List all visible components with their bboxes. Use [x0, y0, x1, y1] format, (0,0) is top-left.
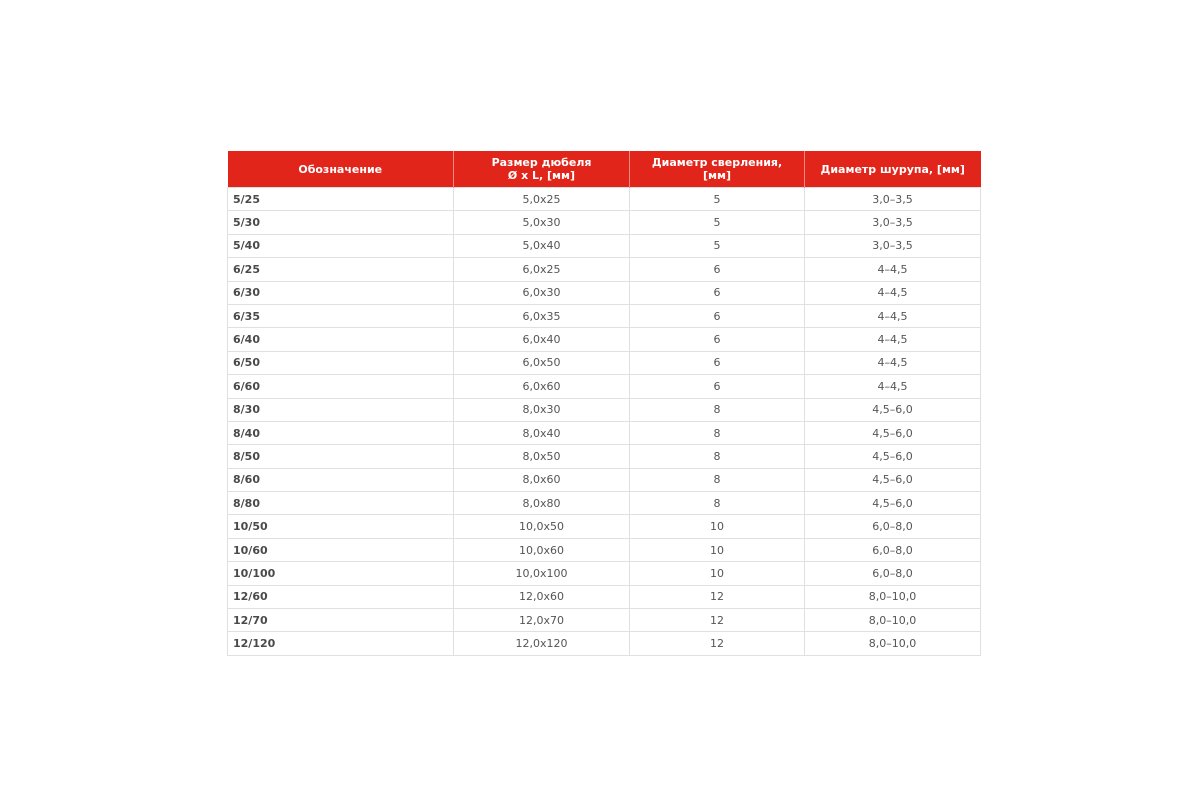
- header-dowel-size-line1: Размер дюбеля: [491, 156, 592, 169]
- table-row: [228, 304, 981, 327]
- table-row: [228, 421, 981, 444]
- table-row: [228, 188, 981, 211]
- dowel-size-cell: 6,0x25: [454, 258, 630, 281]
- table-row: [228, 281, 981, 304]
- drill-diameter-cell: 6: [630, 258, 805, 281]
- dowel-size-cell: 6,0x50: [454, 351, 630, 374]
- drill-diameter-cell: 12: [630, 609, 805, 632]
- designation-cell: 10/100: [228, 562, 454, 585]
- drill-diameter-cell: 12: [630, 632, 805, 655]
- header-screw-diameter: Диаметр шурупа, [мм]: [805, 151, 981, 188]
- dowel-size-cell: 6,0x40: [454, 328, 630, 351]
- table-row: [228, 562, 981, 585]
- dowel-size-cell: 8,0x50: [454, 445, 630, 468]
- screw-diameter-cell: 4,5–6,0: [805, 398, 981, 421]
- designation-cell: 8/60: [228, 468, 454, 491]
- drill-diameter-cell: 10: [630, 538, 805, 561]
- screw-diameter-cell: 4–4,5: [805, 375, 981, 398]
- table-row: [228, 632, 981, 655]
- drill-diameter-cell: 8: [630, 398, 805, 421]
- drill-diameter-cell: 5: [630, 211, 805, 234]
- dowel-size-cell: 5,0x25: [454, 188, 630, 211]
- table-row: [228, 328, 981, 351]
- dowel-size-cell: 6,0x60: [454, 375, 630, 398]
- designation-cell: 12/60: [228, 585, 454, 608]
- dowel-size-cell: 12,0x120: [454, 632, 630, 655]
- screw-diameter-cell: 4,5–6,0: [805, 445, 981, 468]
- designation-cell: 8/80: [228, 492, 454, 515]
- dowel-size-cell: 10,0x60: [454, 538, 630, 561]
- drill-diameter-cell: 6: [630, 375, 805, 398]
- screw-diameter-cell: 4–4,5: [805, 351, 981, 374]
- dowel-size-cell: 5,0x30: [454, 211, 630, 234]
- screw-diameter-cell: 8,0–10,0: [805, 585, 981, 608]
- screw-diameter-cell: 4–4,5: [805, 304, 981, 327]
- screw-diameter-cell: 3,0–3,5: [805, 188, 981, 211]
- dowel-size-cell: 8,0x60: [454, 468, 630, 491]
- screw-diameter-cell: 4–4,5: [805, 258, 981, 281]
- header-designation: Обозначение: [228, 151, 454, 188]
- table-row: [228, 609, 981, 632]
- drill-diameter-cell: 5: [630, 188, 805, 211]
- screw-diameter-cell: 8,0–10,0: [805, 632, 981, 655]
- designation-cell: 6/60: [228, 375, 454, 398]
- designation-cell: 6/35: [228, 304, 454, 327]
- header-dowel-size: [454, 151, 630, 188]
- drill-diameter-cell: 8: [630, 421, 805, 444]
- dowel-size-cell: 10,0x50: [454, 515, 630, 538]
- dowel-size-cell: 5,0x40: [454, 234, 630, 257]
- designation-cell: 6/25: [228, 258, 454, 281]
- designation-cell: 10/50: [228, 515, 454, 538]
- table-row: [228, 445, 981, 468]
- table-row: [228, 351, 981, 374]
- table-body: [228, 188, 981, 656]
- drill-diameter-cell: 6: [630, 351, 805, 374]
- table-header: [228, 151, 981, 188]
- screw-diameter-cell: 4,5–6,0: [805, 468, 981, 491]
- dowel-spec-table: [227, 151, 981, 656]
- table-row: [228, 515, 981, 538]
- drill-diameter-cell: 6: [630, 281, 805, 304]
- designation-cell: 8/30: [228, 398, 454, 421]
- drill-diameter-cell: 8: [630, 468, 805, 491]
- drill-diameter-cell: 10: [630, 562, 805, 585]
- screw-diameter-cell: 4–4,5: [805, 328, 981, 351]
- table-row: [228, 585, 981, 608]
- designation-cell: 6/50: [228, 351, 454, 374]
- dowel-size-cell: 6,0x35: [454, 304, 630, 327]
- designation-cell: 12/70: [228, 609, 454, 632]
- table-row: [228, 468, 981, 491]
- designation-cell: 5/30: [228, 211, 454, 234]
- table-row: [228, 211, 981, 234]
- designation-cell: 8/50: [228, 445, 454, 468]
- table-row: [228, 375, 981, 398]
- drill-diameter-cell: 12: [630, 585, 805, 608]
- screw-diameter-cell: 3,0–3,5: [805, 234, 981, 257]
- dowel-size-cell: 12,0x60: [454, 585, 630, 608]
- designation-cell: 6/30: [228, 281, 454, 304]
- table-row: [228, 538, 981, 561]
- screw-diameter-cell: 4–4,5: [805, 281, 981, 304]
- drill-diameter-cell: 8: [630, 445, 805, 468]
- designation-cell: 10/60: [228, 538, 454, 561]
- screw-diameter-cell: 6,0–8,0: [805, 515, 981, 538]
- screw-diameter-cell: 6,0–8,0: [805, 562, 981, 585]
- dowel-spec-table-container: [227, 151, 980, 656]
- drill-diameter-cell: 10: [630, 515, 805, 538]
- dowel-size-cell: 8,0x30: [454, 398, 630, 421]
- designation-cell: 5/40: [228, 234, 454, 257]
- table-row: [228, 258, 981, 281]
- screw-diameter-cell: 6,0–8,0: [805, 538, 981, 561]
- screw-diameter-cell: 4,5–6,0: [805, 492, 981, 515]
- dowel-size-cell: 12,0x70: [454, 609, 630, 632]
- screw-diameter-cell: 8,0–10,0: [805, 609, 981, 632]
- drill-diameter-cell: 6: [630, 304, 805, 327]
- header-row: [228, 151, 981, 188]
- header-drill-diameter: Диаметр сверления, [мм]: [630, 151, 805, 188]
- drill-diameter-cell: 6: [630, 328, 805, 351]
- designation-cell: 12/120: [228, 632, 454, 655]
- screw-diameter-cell: 3,0–3,5: [805, 211, 981, 234]
- designation-cell: 8/40: [228, 421, 454, 444]
- dowel-size-cell: 8,0x40: [454, 421, 630, 444]
- table-row: [228, 234, 981, 257]
- screw-diameter-cell: 4,5–6,0: [805, 421, 981, 444]
- dowel-size-cell: 8,0x80: [454, 492, 630, 515]
- table-row: [228, 492, 981, 515]
- designation-cell: 6/40: [228, 328, 454, 351]
- table-row: [228, 398, 981, 421]
- drill-diameter-cell: 8: [630, 492, 805, 515]
- designation-cell: 5/25: [228, 188, 454, 211]
- dowel-size-cell: 10,0x100: [454, 562, 630, 585]
- header-dowel-size-line2: Ø x L, [мм]: [507, 169, 576, 182]
- drill-diameter-cell: 5: [630, 234, 805, 257]
- dowel-size-cell: 6,0x30: [454, 281, 630, 304]
